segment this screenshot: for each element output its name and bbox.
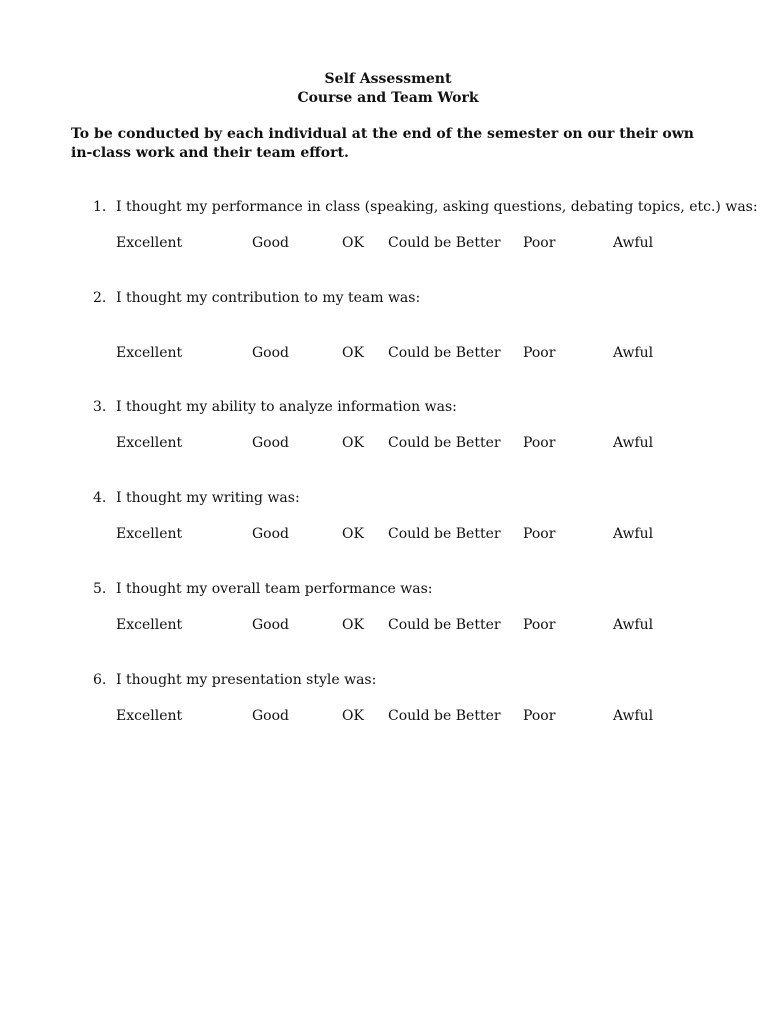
rating-options-5 <box>0 616 768 634</box>
option-could-be-better[interactable]: Could be Better <box>388 435 501 451</box>
option-ok[interactable]: OK <box>342 435 364 451</box>
option-awful[interactable]: Awful <box>613 345 654 361</box>
intro-paragraph: To be conducted by each individual at the end of the semester on our their own in-class work and their team effort. <box>71 126 694 161</box>
option-could-be-better[interactable]: Could be Better <box>388 526 501 542</box>
question-number: 6. <box>93 672 107 688</box>
option-excellent[interactable]: Excellent <box>116 526 183 542</box>
question-number: 5. <box>93 581 107 597</box>
rating-options-1 <box>0 234 768 252</box>
option-good[interactable]: Good <box>252 345 290 361</box>
page-title: Self Assessment <box>324 71 452 87</box>
question-text: I thought my overall team performance was: <box>116 581 433 597</box>
option-poor[interactable]: Poor <box>523 708 556 724</box>
rating-options-4 <box>0 525 768 543</box>
option-good[interactable]: Good <box>252 235 290 251</box>
option-ok[interactable]: OK <box>342 708 364 724</box>
option-could-be-better[interactable]: Could be Better <box>388 617 501 633</box>
option-poor[interactable]: Poor <box>523 526 556 542</box>
option-good[interactable]: Good <box>252 526 290 542</box>
option-awful[interactable]: Awful <box>613 617 654 633</box>
option-could-be-better[interactable]: Could be Better <box>388 235 501 251</box>
option-excellent[interactable]: Excellent <box>116 235 183 251</box>
option-good[interactable]: Good <box>252 435 290 451</box>
option-poor[interactable]: Poor <box>523 617 556 633</box>
rating-options-6 <box>0 707 768 725</box>
option-ok[interactable]: OK <box>342 526 364 542</box>
option-awful[interactable]: Awful <box>613 526 654 542</box>
question-text: I thought my contribution to my team was: <box>116 290 421 306</box>
option-ok[interactable]: OK <box>342 617 364 633</box>
question-number: 4. <box>93 490 107 506</box>
question-text: I thought my ability to analyze information was: <box>116 399 457 415</box>
question-text: I thought my writing was: <box>116 490 300 506</box>
option-could-be-better[interactable]: Could be Better <box>388 345 501 361</box>
option-poor[interactable]: Poor <box>523 435 556 451</box>
option-ok[interactable]: OK <box>342 235 364 251</box>
question-text: I thought my presentation style was: <box>116 672 377 688</box>
option-excellent[interactable]: Excellent <box>116 345 183 361</box>
question-text: I thought my performance in class (speaking, asking questions, debating topics, etc.) was: <box>116 199 758 215</box>
option-good[interactable]: Good <box>252 708 290 724</box>
rating-options-2 <box>0 344 768 362</box>
question-number: 3. <box>93 399 107 415</box>
option-excellent[interactable]: Excellent <box>116 617 183 633</box>
option-excellent[interactable]: Excellent <box>116 435 183 451</box>
option-awful[interactable]: Awful <box>613 235 654 251</box>
option-could-be-better[interactable]: Could be Better <box>388 708 501 724</box>
option-excellent[interactable]: Excellent <box>116 708 183 724</box>
question-number: 1. <box>93 199 107 215</box>
option-poor[interactable]: Poor <box>523 345 556 361</box>
question-number: 2. <box>93 290 107 306</box>
option-ok[interactable]: OK <box>342 345 364 361</box>
rating-options-3 <box>0 434 768 452</box>
option-poor[interactable]: Poor <box>523 235 556 251</box>
option-awful[interactable]: Awful <box>613 435 654 451</box>
option-good[interactable]: Good <box>252 617 290 633</box>
page-subtitle: Course and Team Work <box>297 90 479 106</box>
option-awful[interactable]: Awful <box>613 708 654 724</box>
